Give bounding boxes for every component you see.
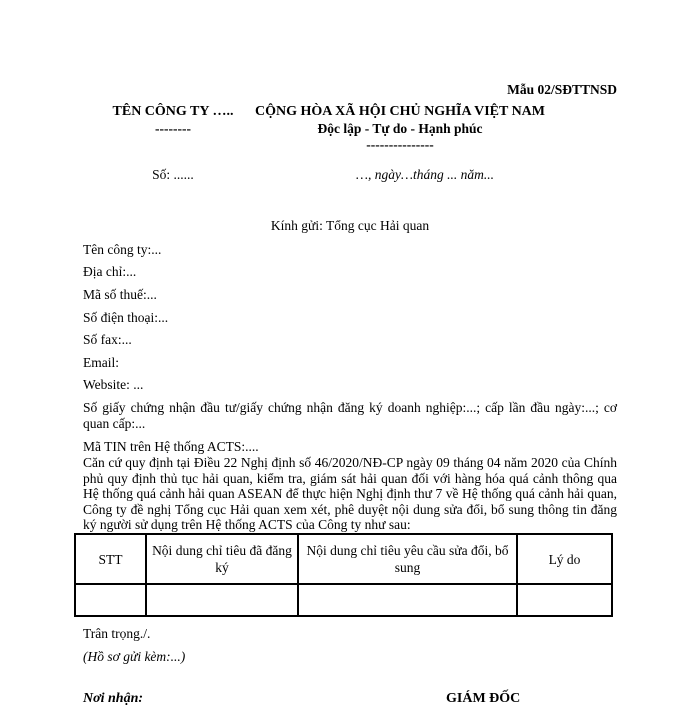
- director-label: GIÁM ĐỐC: [446, 691, 521, 706]
- fax-field: Số fax:...: [83, 332, 132, 347]
- address-field: Địa chỉ:...: [83, 264, 137, 279]
- header-registered-content: Nội dung chỉ tiêu đã đăng ký: [146, 534, 298, 584]
- right-header-divider: ---------------: [366, 137, 434, 152]
- company-name-field: Tên công ty:...: [83, 242, 162, 257]
- document-number: Số: ......: [152, 167, 194, 182]
- republic-heading: CỘNG HÒA XÃ HỘI CHỦ NGHĨA VIỆT NAM: [254, 104, 545, 119]
- tax-code-field: Mã số thuế:...: [83, 287, 157, 302]
- motto: Độc lập - Tự do - Hạnh phúc: [317, 121, 483, 136]
- company-name-heading: TÊN CÔNG TY …..: [112, 104, 234, 119]
- website-field: Website: ...: [83, 377, 144, 392]
- email-field: Email:: [83, 355, 119, 370]
- table-cell[interactable]: [75, 584, 146, 616]
- request-body: Căn cứ quy định tại Điều 22 Nghị định số 46/2020/NĐ-CP ngày 09 tháng 04 năm 2020 của Chính phủ quy định thủ tục hải quan, kiểm tra, giám sát hải quan đối với hàng hóa quá cảnh thông qua Hệ thống quá cảnh hải quan ASEAN để thực hiện Nghị định thư 7 về Hệ thống quá cảnh hải quan, Công ty đề nghị Tổng cục Hải quan xem xét, phê duyệt nội dung sửa đổi, bổ sung thông tin đăng ký người sử dụng trên Hệ thống ACTS của Công ty như sau:: [83, 455, 617, 532]
- place-date: …, ngày…tháng ... năm...: [356, 167, 494, 182]
- addressee: Kính gửi: Tổng cục Hải quan: [270, 218, 430, 233]
- recipients-label: Nơi nhận:: [83, 691, 144, 706]
- phone-field: Số điện thoại:...: [83, 310, 169, 325]
- investment-certificate-field: Số giấy chứng nhận đầu tư/giấy chứng nhận đăng ký doanh nghiệp:...; cấp lần đầu ngày:...; cơ quan cấp:...: [83, 400, 617, 431]
- header-reason: Lý do: [517, 534, 612, 584]
- header-stt: STT: [75, 534, 146, 584]
- table-row: [75, 584, 612, 616]
- amendment-table: [74, 533, 613, 617]
- header-requested-change: Nội dung chỉ tiêu yêu cầu sửa đổi, bổ sung: [298, 534, 517, 584]
- form-code: Mẫu 02/SĐTTNSD: [507, 82, 617, 97]
- left-header-divider: --------: [155, 121, 191, 136]
- table-cell[interactable]: [517, 584, 612, 616]
- tin-field: Mã TIN trên Hệ thống ACTS:....: [83, 439, 259, 454]
- attachments-note: (Hồ sơ gửi kèm:...): [83, 649, 186, 664]
- table-cell[interactable]: [146, 584, 298, 616]
- closing: Trân trọng./.: [83, 626, 151, 641]
- table-cell[interactable]: [298, 584, 517, 616]
- table-header-row: [75, 534, 612, 584]
